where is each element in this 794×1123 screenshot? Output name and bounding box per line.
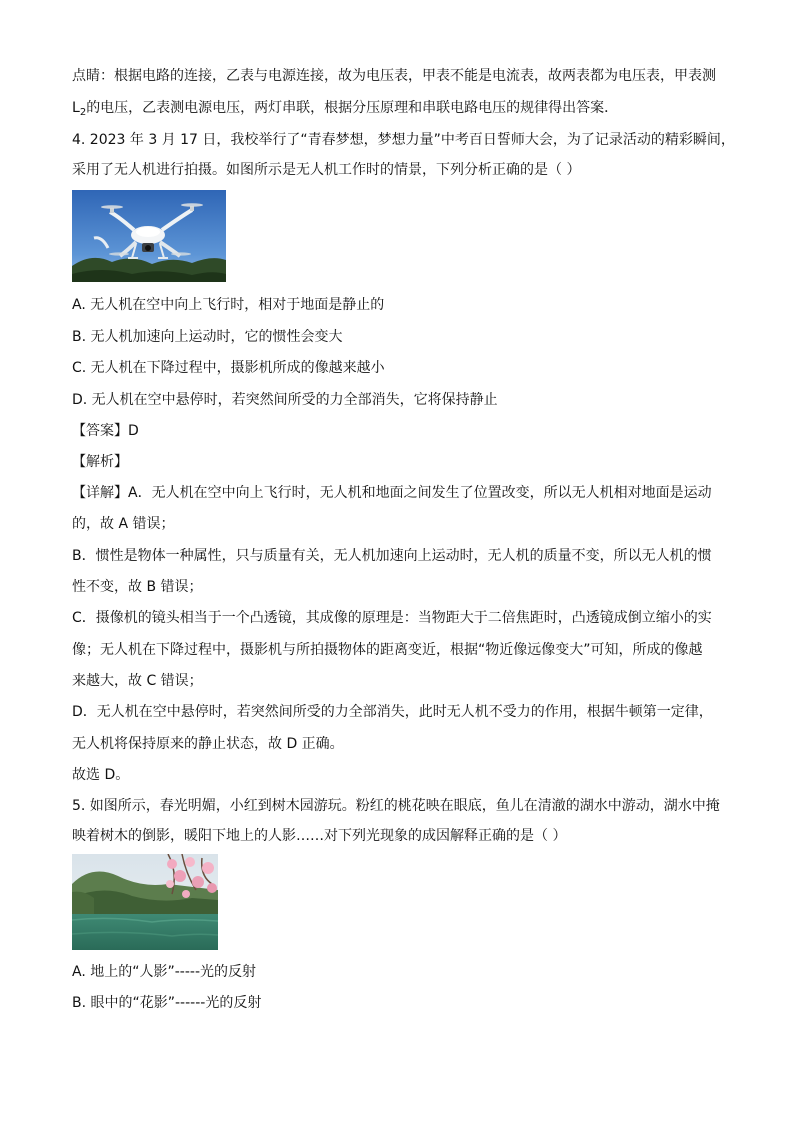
q4-answer: 【答案】D xyxy=(72,423,139,439)
q4-explanation-line: 性不变，故 B 错误； xyxy=(72,579,203,595)
tip-line-2-text: 的电压，乙表测电源电压，两灯串联，根据分压原理和串联电路电压的规律得出答案． xyxy=(86,100,619,116)
tip-line-2 xyxy=(72,98,618,123)
q4-analysis-label: 【解析】 xyxy=(72,454,128,470)
q4-option-b: B. 无人机加速向上运动时，它的惯性会变大 xyxy=(72,329,343,345)
q4-explanation-line: 像；无人机在下降过程中，摄影机与所拍摄物体的距离变近，根据“物近像远像变大”可知，所成的像越 xyxy=(72,642,703,658)
q5-option-a: A. 地上的“人影”-----光的反射 xyxy=(72,964,256,980)
q5-stem-line-1: 5. 如图所示，春光明媚，小红到树木园游玩。粉红的桃花映在眼底，鱼儿在清澈的湖水中游动，湖水中掩 xyxy=(72,798,720,814)
symbol-L: L xyxy=(72,100,80,116)
q4-explanation-line: C．摄像机的镜头相当于一个凸透镜，其成像的原理是：当物距大于二倍焦距时，凸透镜成倒立缩小的实 xyxy=(72,610,712,626)
lake-photo xyxy=(72,854,218,950)
q4-stem-line-2: 采用了无人机进行拍摄。如图所示是无人机工作时的情景，下列分析正确的是（ ） xyxy=(72,162,581,178)
q4-explanation-line: 无人机将保持原来的静止状态，故 D 正确。 xyxy=(72,736,344,752)
q5-stem-line-2: 映着树木的倒影，暖阳下地上的人影……对下列光现象的成因解释正确的是（ ） xyxy=(72,828,567,844)
q4-option-c: C. 无人机在下降过程中，摄影机所成的像越来越小 xyxy=(72,360,385,376)
q5-option-b: B. 眼中的“花影”------光的反射 xyxy=(72,995,262,1011)
q4-option-d: D. 无人机在空中悬停时，若突然间所受的力全部消失，它将保持静止 xyxy=(72,392,498,408)
q4-explanation-line: D．无人机在空中悬停时，若突然间所受的力全部消失，此时无人机不受力的作用，根据牛顿第一定律， xyxy=(72,704,713,720)
tip-line-1: 点睛：根据电路的连接，乙表与电源连接，故为电压表，甲表不能是电流表，故两表都为电压表，甲表测 xyxy=(72,68,716,84)
q4-explanation-line: 的，故 A 错误； xyxy=(72,516,175,532)
symbol-subscript: 2 xyxy=(79,107,87,118)
q4-explanation-line: 来越大，故 C 错误； xyxy=(72,673,203,689)
drone-photo xyxy=(72,190,226,282)
q4-stem-line-1: 4. 2023 年 3 月 17 日，我校举行了“青春梦想，梦想力量”中考百日誓师大会，为了记录活动的精彩瞬间， xyxy=(72,132,735,148)
q4-explanation-line: B．惯性是物体一种属性，只与质量有关，无人机加速向上运动时，无人机的质量不变，所以无人机的惯 xyxy=(72,548,712,564)
q4-explanation-line: 【详解】A．无人机在空中向上飞行时，无人机和地面之间发生了位置改变，所以无人机相对地面是运动 xyxy=(72,485,712,501)
q4-conclusion: 故选 D。 xyxy=(72,767,130,783)
q4-option-a: A. 无人机在空中向上飞行时，相对于地面是静止的 xyxy=(72,297,385,313)
